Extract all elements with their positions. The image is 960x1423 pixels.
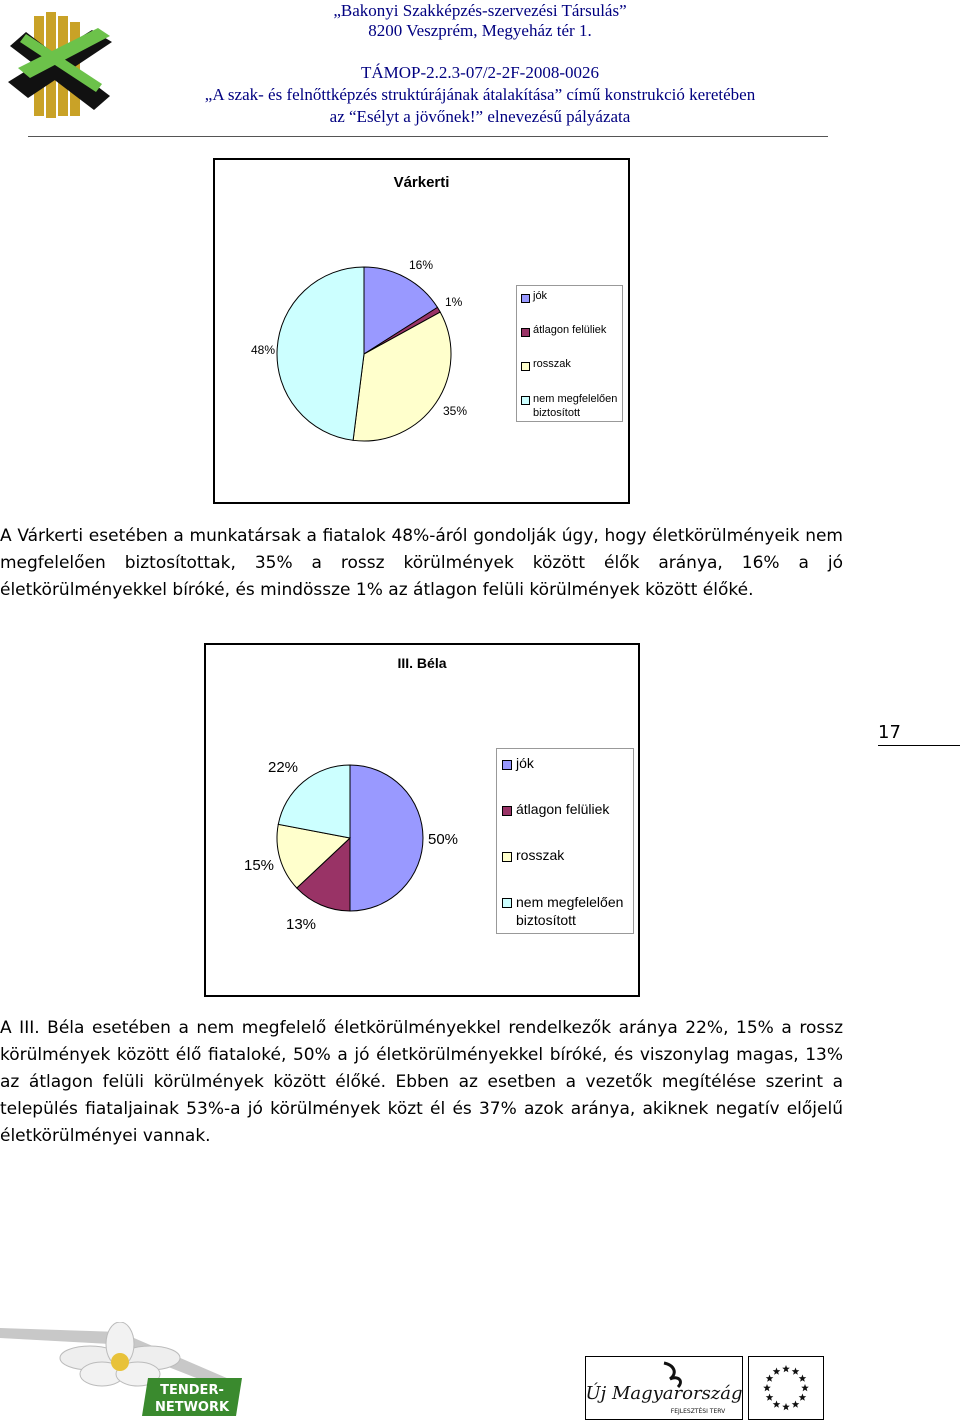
eu-star-icon bbox=[799, 1394, 807, 1401]
page-number: 17 bbox=[878, 722, 960, 746]
legend-label: rosszak bbox=[533, 358, 571, 370]
eu-star-icon bbox=[766, 1375, 774, 1382]
legend-swatch bbox=[521, 294, 530, 303]
legend-swatch bbox=[521, 328, 530, 337]
legend-item-rosszak bbox=[497, 847, 633, 865]
legend-label: rosszak bbox=[516, 847, 565, 863]
tender-network-logo bbox=[0, 1322, 250, 1418]
legend-swatch bbox=[502, 898, 512, 908]
data-label-rosszak: 15% bbox=[244, 857, 275, 874]
eu-star-icon bbox=[792, 1400, 800, 1407]
legend-label: nem megfelelően biztosított bbox=[533, 393, 618, 419]
svg-text:FEJLESZTÉSI TERV: FEJLESZTÉSI TERV bbox=[670, 1408, 726, 1415]
legend-label: jók bbox=[533, 290, 548, 302]
eu-star-icon bbox=[782, 1403, 790, 1410]
eu-star-icon bbox=[801, 1384, 809, 1391]
paragraph-varkerti: A Várkerti esetében a munkatársak a fiatalok 48%-áról gondolják úgy, hogy életkörülményeik nem megfelelően biztosítottak, 35% a rossz körülmények között élők aránya, 16% a jó életkörülményekkel bíróké, és mindössze 1% az átlagon felüli körülmények között élőké. bbox=[0, 526, 843, 600]
legend-swatch bbox=[502, 760, 512, 770]
legend-swatch bbox=[502, 852, 512, 862]
data-label-jok: 16% bbox=[409, 258, 434, 272]
legend-item-atlagon-feluliek bbox=[497, 801, 633, 819]
header-project-code: TÁMOP-2.2.3-07/2-2F-2008-0026 bbox=[361, 63, 599, 82]
legend-item-jok bbox=[517, 290, 622, 306]
chart-iii-bela bbox=[204, 643, 640, 997]
legend-item-rosszak bbox=[517, 358, 622, 374]
legend-label: átlagon felüliek bbox=[533, 324, 607, 336]
data-label-nem-megfeleloen: 48% bbox=[251, 343, 276, 357]
chart-legend bbox=[516, 285, 623, 422]
legend-label: jók bbox=[516, 755, 534, 771]
header-address: 8200 Veszprém, Megyeház tér 1. bbox=[368, 21, 592, 40]
legend-item-atlagon-feluliek bbox=[517, 324, 622, 340]
eu-star-icon bbox=[773, 1400, 781, 1407]
svg-text:TENDER-: TENDER- bbox=[160, 1383, 224, 1398]
svg-text:Új Magyarország: Új Magyarország bbox=[586, 1383, 742, 1404]
header-organization-name: „Bakonyi Szakképzés-szervezési Társulás” bbox=[333, 1, 627, 20]
eu-star-icon bbox=[799, 1375, 807, 1382]
legend-swatch bbox=[521, 396, 530, 405]
legend-label: nem megfelelően biztosított bbox=[516, 894, 624, 928]
chart-legend bbox=[496, 748, 634, 934]
chart-varkerti bbox=[213, 158, 630, 504]
legend-swatch bbox=[521, 362, 530, 371]
legend-item-nem-megfeleloen bbox=[497, 893, 633, 929]
pie-slice-jok bbox=[350, 765, 423, 911]
paragraph-iii-bela: A III. Béla esetében a nem megfelelő életkörülményekkel rendelkezők aránya 22%, 15% a rossz körülmények között élő fiataloké, 50% a jó életkörülményekkel bíróké, és viszonylag magas, 13% az átlagon felüli körülmények között élőké. Ebben az esetben a vezetők megítélése szerint a település fiataljainak 53%-a jó körülmények közt él és 37% azok aránya, akiknek negatív előjelű életkörülményei vannak. bbox=[0, 1018, 843, 1146]
data-label-jok: 50% bbox=[428, 831, 459, 848]
data-label-atlagon-feluliek: 1% bbox=[445, 295, 463, 309]
eu-star-icon bbox=[782, 1365, 790, 1372]
data-label-rosszak: 35% bbox=[443, 404, 468, 418]
chart-title: Várkerti bbox=[393, 174, 450, 191]
header-divider bbox=[28, 136, 828, 137]
legend-label: átlagon felüliek bbox=[516, 801, 610, 817]
data-label-nem-megfeleloen: 22% bbox=[268, 759, 299, 776]
svg-text:NETWORK: NETWORK bbox=[154, 1400, 230, 1415]
pie-slice-nem-megfeleloen bbox=[277, 267, 364, 440]
uj-magyarorszag-logo bbox=[585, 1356, 743, 1420]
header-tender-name: az “Esélyt a jövőnek!” elnevezésű pályázata bbox=[329, 107, 631, 126]
eu-star-icon bbox=[766, 1394, 774, 1401]
eu-flag-logo bbox=[748, 1356, 824, 1420]
eu-star-icon bbox=[763, 1384, 771, 1391]
legend-item-jok bbox=[497, 755, 633, 773]
eu-star-icon bbox=[773, 1368, 781, 1375]
data-label-atlagon-feluliek: 13% bbox=[286, 916, 317, 933]
legend-swatch bbox=[502, 806, 512, 816]
legend-item-nem-megfeleloen bbox=[517, 392, 622, 422]
header-construction: „A szak- és felnőttképzés struktúrájának átalakítása” című konstrukció keretében bbox=[204, 85, 756, 104]
eu-star-icon bbox=[792, 1368, 800, 1375]
chart-title: III. Béla bbox=[397, 655, 447, 671]
